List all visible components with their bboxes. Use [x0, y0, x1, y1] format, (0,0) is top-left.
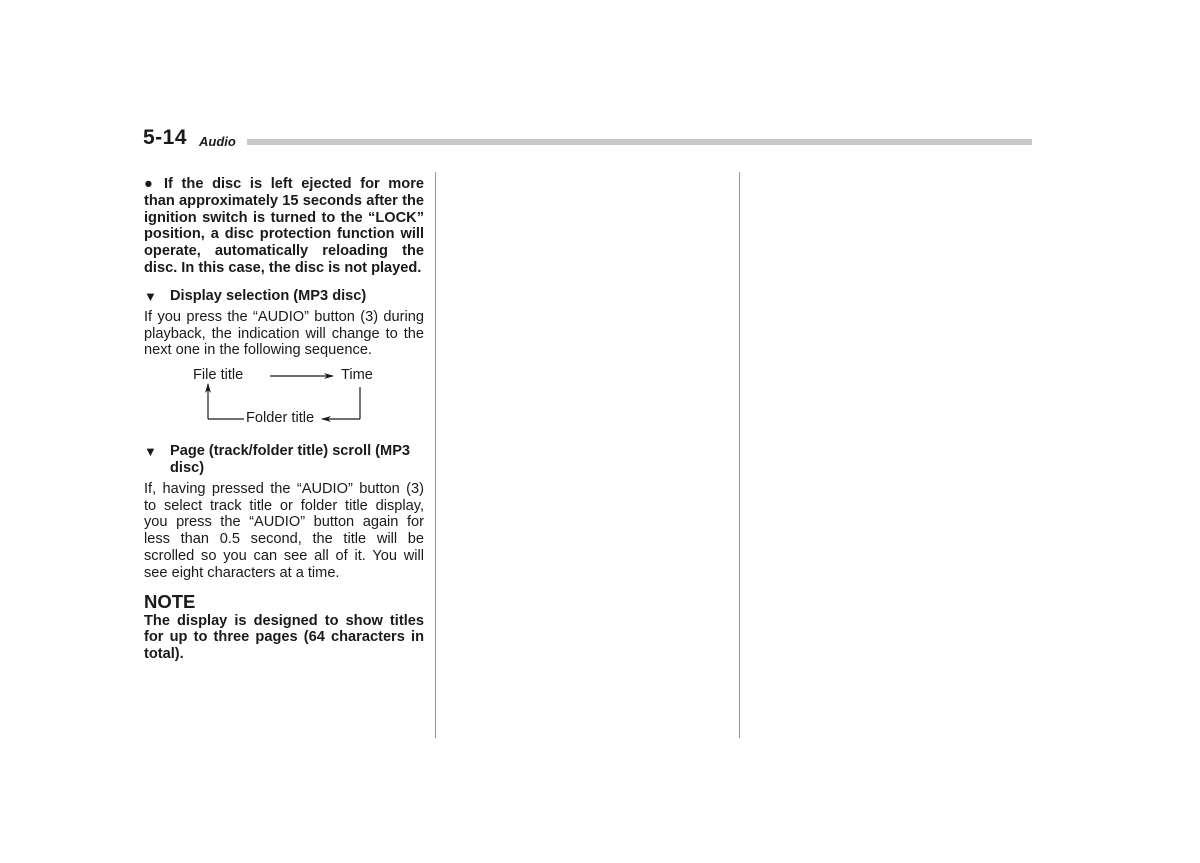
column-divider-left — [435, 172, 436, 738]
section-title: Audio — [199, 134, 236, 149]
triangle-down-icon: ▼ — [144, 444, 157, 460]
column-divider-right — [739, 172, 740, 738]
header-rule — [247, 139, 1032, 145]
subheading-text: Page (track/folder title) scroll (MP3 disc) — [170, 443, 411, 476]
diagram-folder-title: Folder title — [246, 410, 315, 427]
bullet-icon: ● — [144, 176, 153, 192]
note-heading: NOTE — [144, 590, 196, 612]
warning-bullet — [144, 176, 424, 277]
sequence-arrows — [144, 363, 424, 439]
note-text: The display is designed to show titles for up to three pages (64 characters in total). — [144, 612, 424, 663]
warning-text: If the disc is left ejected for more than approximately 15 seconds after the ignition switch is turned to the “LOCK” position, a disc protection function will operate, automatically reloading the disc. In this case, the disc is not played. — [144, 176, 424, 276]
diagram-time: Time — [341, 367, 373, 384]
triangle-down-icon: ▼ — [144, 288, 157, 304]
page-number: 5-14 — [143, 126, 188, 149]
sequence-diagram — [144, 363, 424, 439]
column-1 — [144, 176, 424, 663]
diagram-file-title: File title — [193, 367, 244, 384]
display-selection-paragraph: If you press the “AUDIO” button (3) during playback, the indication will change to the next one in the following sequence. — [144, 308, 424, 359]
page-header — [143, 124, 1033, 150]
subheading-text: Display selection (MP3 disc) — [170, 287, 367, 304]
subheading-page-scroll — [144, 443, 424, 477]
page-scroll-paragraph: If, having pressed the “AUDIO” button (3) to select track title or folder title display, you press the “AUDIO” button again for less than 0.5 second, the title will be scrolled so you can see all of it. You will see eight characters at a time. — [144, 480, 424, 581]
subheading-display-selection — [144, 288, 424, 305]
